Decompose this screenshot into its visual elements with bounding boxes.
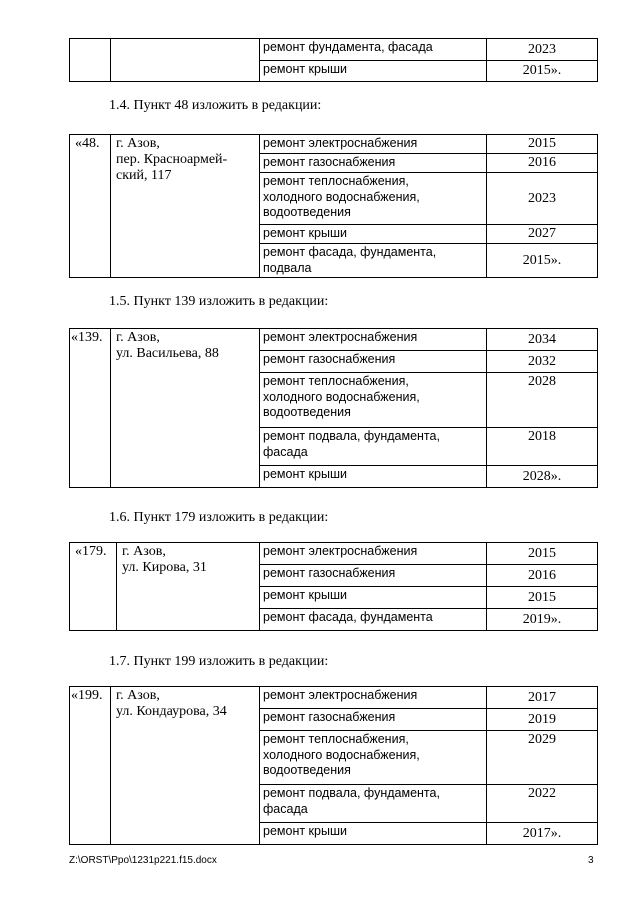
work-type-cell: ремонт газоснабжения	[260, 709, 487, 731]
table-row	[70, 135, 598, 154]
page-number: 3	[588, 855, 594, 866]
address-text: г. Азов, ул. Васильева, 88	[116, 330, 219, 361]
year-cell: 2023	[487, 39, 598, 61]
year-cell: 2019	[487, 709, 598, 731]
work-type-cell: ремонт газоснабжения	[260, 154, 487, 173]
year-cell: 2015».	[487, 61, 598, 82]
work-type-cell: ремонт крыши	[260, 823, 487, 845]
work-type-cell: ремонт электроснабжения	[260, 135, 487, 154]
address	[117, 543, 260, 631]
year-cell: 2017	[487, 687, 598, 709]
table-continuation	[69, 38, 598, 82]
table-item-199	[69, 686, 598, 845]
section-heading-1-6: 1.6. Пункт 179 изложить в редакции:	[109, 510, 329, 525]
work-type-cell: ремонт электроснабжения	[260, 543, 487, 565]
work-type-cell: ремонт электроснабжения	[260, 687, 487, 709]
work-type-cell: ремонт электроснабжения	[260, 329, 487, 351]
work-type-cell: ремонт газоснабжения	[260, 565, 487, 587]
year-cell: 2032	[487, 351, 598, 373]
work-type-cell: ремонт подвала, фундамента, фасада	[260, 428, 487, 466]
work-type-cell: ремонт фасада, фундамента	[260, 609, 487, 631]
address	[111, 329, 260, 488]
table-item-179	[69, 542, 598, 631]
item-number: «199.	[70, 687, 111, 845]
address-text: г. Азов, ул. Кондаурова, 34	[116, 688, 227, 719]
item-number: «179.	[70, 543, 117, 631]
item-number: «139.	[70, 329, 111, 488]
year-cell: 2015	[487, 135, 598, 154]
year-cell: 2022	[487, 785, 598, 823]
year-cell: 2015	[487, 587, 598, 609]
table-row	[70, 39, 598, 61]
table-row	[70, 687, 598, 709]
work-type-cell: ремонт газоснабжения	[260, 351, 487, 373]
work-type-cell: ремонт крыши	[260, 225, 487, 244]
section-heading-1-4: 1.4. Пункт 48 изложить в редакции:	[109, 98, 322, 113]
table-item-48	[69, 134, 598, 278]
year-cell: 2028».	[487, 466, 598, 488]
work-type-cell: ремонт крыши	[260, 61, 487, 82]
year-cell: 2019».	[487, 609, 598, 631]
year-cell: 2015	[487, 543, 598, 565]
year-cell: 2016	[487, 565, 598, 587]
item-number: «48.	[70, 135, 111, 278]
address	[111, 687, 260, 845]
work-type-cell: ремонт фасада, фундамента, подвала	[260, 244, 487, 278]
year-cell: 2017».	[487, 823, 598, 845]
section-heading-1-7: 1.7. Пункт 199 изложить в редакции:	[109, 654, 329, 669]
work-type-cell: ремонт фундамента, фасада	[260, 39, 487, 61]
year-cell: 2034	[487, 329, 598, 351]
address	[111, 135, 260, 278]
table-cell-address	[111, 39, 260, 82]
address-text: г. Азов, ул. Кирова, 31	[122, 544, 207, 575]
table-row	[70, 543, 598, 565]
year-cell: 2023	[487, 173, 598, 225]
address-text: г. Азов, пер. Красноармей- ский, 117	[116, 136, 228, 183]
work-type-cell: ремонт крыши	[260, 466, 487, 488]
table-cell-number	[70, 39, 111, 82]
section-heading-1-5: 1.5. Пункт 139 изложить в редакции:	[109, 294, 329, 309]
work-type-cell: ремонт подвала, фундамента, фасада	[260, 785, 487, 823]
footer-file-path: Z:\ORST\Ppo\1231p221.f15.docx	[69, 855, 217, 866]
work-type-cell: ремонт крыши	[260, 587, 487, 609]
year-cell: 2015».	[487, 244, 598, 278]
year-cell: 2027	[487, 225, 598, 244]
year-cell: 2028	[487, 373, 598, 428]
work-type-cell: ремонт теплоснабжения, холодного водоснабжения, водоотведения	[260, 731, 487, 785]
year-cell: 2016	[487, 154, 598, 173]
work-type-cell: ремонт теплоснабжения, холодного водоснабжения, водоотведения	[260, 173, 487, 225]
work-type-cell: ремонт теплоснабжения, холодного водоснабжения, водоотведения	[260, 373, 487, 428]
year-cell: 2029	[487, 731, 598, 785]
year-cell: 2018	[487, 428, 598, 466]
table-row	[70, 329, 598, 351]
table-item-139	[69, 328, 598, 488]
